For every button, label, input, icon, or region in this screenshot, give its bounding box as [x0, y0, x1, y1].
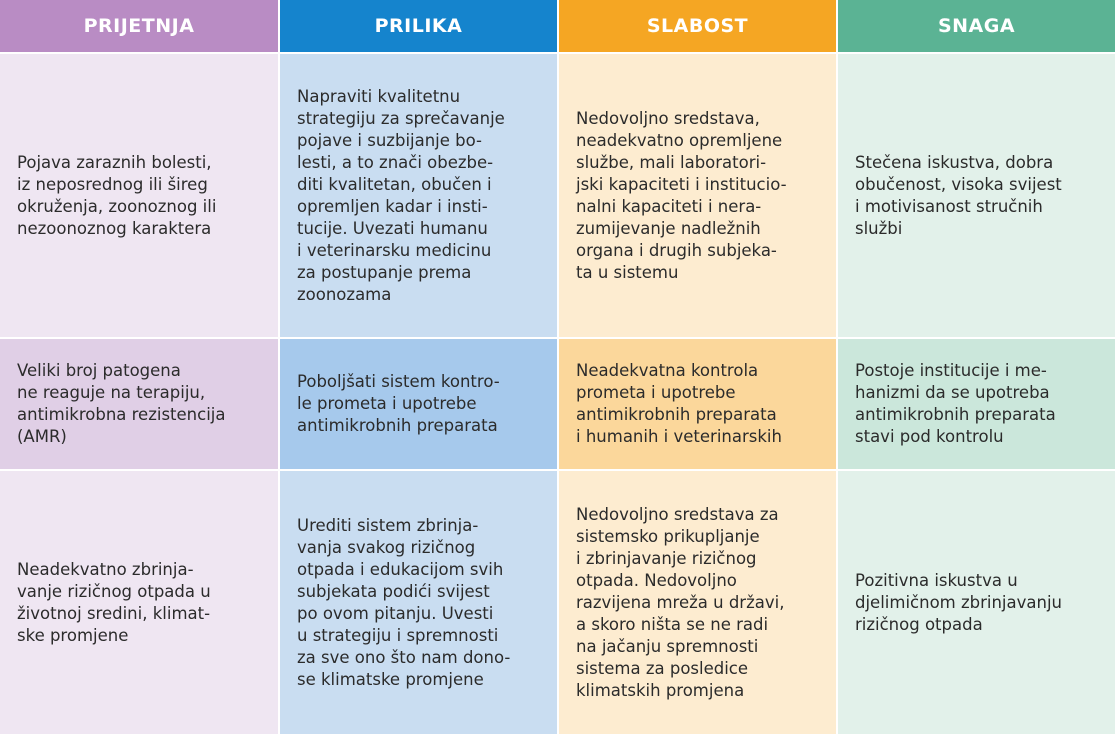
- row-2-weakness: Neadekvatna kontrola prometa i upotrebe antimikrobnih preparata i humanih i veterinarskih: [559, 339, 836, 469]
- header-weakness: SLABOST: [559, 0, 836, 52]
- row-1-threat: Pojava zaraznih bolesti, iz neposrednog ili šireg okruženja, zoonoznog ili nezoonoznog karaktera: [0, 54, 278, 337]
- row-1-opportunity: Napraviti kvalitetnu strategiju za sprečavanje pojave i suzbijanje bo- lesti, a to znači obezbe- diti kvalitetan, obučen i opremljen kadar i insti- tucije. Uvezati humanu i veterinarsku medicinu za postupanje prema zoonozama: [280, 54, 557, 337]
- row-2-threat: Veliki broj patogena ne reaguje na terapiju, antimikrobna rezistencija (AMR): [0, 339, 278, 469]
- header-opportunity: PRILIKA: [280, 0, 557, 52]
- row-3-threat: Neadekvatno zbrinja- vanje rizičnog otpada u životnoj sredini, klimat- ske promjene: [0, 471, 278, 734]
- row-3-weakness: Nedovoljno sredstava za sistemsko prikupljanje i zbrinjavanje rizičnog otpada. Nedovoljno razvijena mreža u državi, a skoro ništa se ne radi na jačanju spremnosti sistema za posledice klimatskih promjena: [559, 471, 836, 734]
- row-3-strength: Pozitivna iskustva u djelimičnom zbrinjavanju rizičnog otpada: [838, 471, 1115, 734]
- header-threat: PRIJETNJA: [0, 0, 278, 52]
- row-3-opportunity: Urediti sistem zbrinja- vanja svakog rizičnog otpada i edukacijom svih subjekata podići svijest po ovom pitanju. Uvesti u strategiju i spremnosti za sve ono što nam dono- se klimatske promjene: [280, 471, 557, 734]
- row-2-strength: Postoje institucije i me- hanizmi da se upotreba antimikrobnih preparata stavi pod kontrolu: [838, 339, 1115, 469]
- row-1-strength: Stečena iskustva, dobra obučenost, visoka svijest i motivisanost stručnih službi: [838, 54, 1115, 337]
- row-2-opportunity: Poboljšati sistem kontro- le prometa i upotrebe antimikrobnih preparata: [280, 339, 557, 469]
- header-strength: SNAGA: [838, 0, 1115, 52]
- row-1-weakness: Nedovoljno sredstava, neadekvatno opremljene službe, mali laboratori- jski kapaciteti i institucio- nalni kapaciteti i nera- zumijevanje nadležnih organa i drugih subjeka- ta u sistemu: [559, 54, 836, 337]
